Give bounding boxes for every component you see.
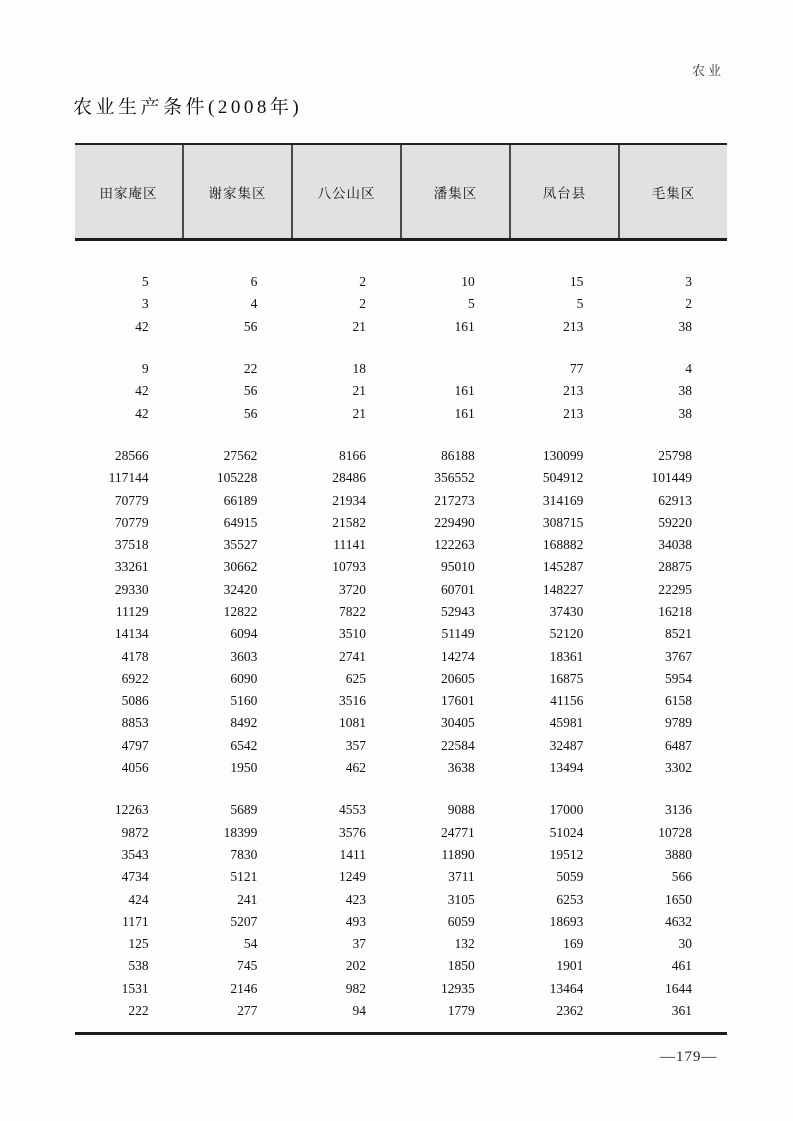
- table-cell: 24771: [440, 824, 475, 840]
- table-cell: 21934: [332, 492, 367, 508]
- table-cell: 14134: [114, 626, 149, 642]
- table-row: [75, 955, 727, 977]
- table-cell: 17000: [549, 802, 584, 818]
- table-cell: 566: [671, 869, 693, 885]
- table-row: [75, 601, 727, 623]
- table-row: [75, 978, 727, 1000]
- table-cell: 461: [671, 958, 693, 974]
- table-cell: 32487: [549, 737, 584, 753]
- table-cell: 32420: [223, 581, 258, 597]
- table-row: [75, 888, 727, 910]
- table-cell: 6542: [230, 737, 258, 753]
- table-cell: 54: [243, 936, 258, 952]
- table-cell: 6: [250, 274, 258, 290]
- table-cell: 3105: [447, 891, 475, 907]
- table-cell: 66189: [223, 492, 258, 508]
- table-cell: 504912: [542, 470, 584, 486]
- row-group: [75, 358, 727, 425]
- table-cell: 8521: [665, 626, 693, 642]
- table-row: [75, 293, 727, 315]
- table-cell: 213: [563, 383, 584, 399]
- table-cell: 38: [678, 383, 693, 399]
- table-cell: 30405: [440, 715, 475, 731]
- table-cell: 5954: [665, 670, 693, 686]
- table-cell: 1411: [339, 846, 367, 862]
- table-cell: 94: [352, 1003, 367, 1019]
- table-cell: 1644: [665, 980, 693, 996]
- table-row: [75, 735, 727, 757]
- table-cell: 3603: [230, 648, 258, 664]
- table-cell: 59220: [658, 514, 693, 530]
- table-cell: 8166: [339, 447, 367, 463]
- table-cell: 3880: [665, 846, 693, 862]
- table-row: [75, 489, 727, 511]
- table-header-row: [75, 143, 727, 241]
- table-cell: 5689: [230, 802, 258, 818]
- row-group: [75, 271, 727, 338]
- table-cell: 101449: [651, 470, 693, 486]
- table-cell: 41156: [550, 693, 584, 709]
- table-cell: 229490: [434, 514, 475, 530]
- table-cell: 2362: [556, 1003, 584, 1019]
- table-cell: 169: [563, 936, 584, 952]
- table-cell: 132: [454, 936, 475, 952]
- table-cell: 51149: [441, 626, 475, 642]
- table-cell: 86188: [440, 447, 475, 463]
- table-cell: 29330: [114, 581, 149, 597]
- section-corner-label: 农业: [692, 63, 725, 78]
- table-cell: 28486: [332, 470, 367, 486]
- table-cell: 105228: [216, 470, 258, 486]
- table-cell: 161: [454, 318, 475, 334]
- table-cell: 28875: [658, 559, 693, 575]
- table-row: [75, 380, 727, 402]
- table-cell: 125: [128, 936, 149, 952]
- table-row: [75, 316, 727, 338]
- table-cell: 52943: [440, 604, 475, 619]
- table-cell: 22295: [658, 581, 693, 597]
- table-row: [75, 445, 727, 467]
- table-cell: 10793: [332, 559, 367, 575]
- table-row: [75, 712, 727, 734]
- table-cell: 3516: [339, 693, 367, 709]
- table-cell: 18693: [549, 913, 584, 929]
- table-cell: 2: [359, 296, 367, 312]
- table-cell: 9789: [665, 715, 693, 731]
- table-cell: 77: [569, 361, 584, 377]
- table-cell: 5: [467, 296, 475, 312]
- table-cell: 3543: [121, 846, 149, 862]
- table-cell: 21: [352, 318, 367, 334]
- table-cell: 52120: [549, 626, 584, 642]
- table-cell: 168882: [542, 537, 584, 553]
- table-cell: 2: [685, 296, 693, 312]
- table-cell: 308715: [542, 514, 584, 530]
- table-cell: 5207: [230, 913, 258, 929]
- table-row: [75, 271, 727, 293]
- table-cell: 25798: [658, 447, 693, 463]
- table-cell: 9872: [121, 824, 149, 840]
- table-cell: 8853: [121, 715, 149, 731]
- table-row: [75, 402, 727, 424]
- table-cell: 38: [678, 405, 693, 421]
- table-cell: 10: [461, 274, 475, 290]
- table-cell: 3: [685, 274, 693, 290]
- table-cell: 462: [345, 760, 367, 776]
- table-row: [75, 1000, 727, 1022]
- table-cell: 161: [454, 383, 475, 399]
- table-cell: 20605: [440, 670, 475, 686]
- table-cell: 5086: [121, 693, 149, 709]
- table-cell: 217273: [434, 492, 475, 508]
- table-row: [75, 757, 727, 779]
- page-title: 农业生产条件(2008年): [73, 97, 303, 118]
- table-body: [75, 241, 727, 1035]
- table-row: [75, 911, 727, 933]
- table-cell: 9: [141, 361, 149, 377]
- table-row: [75, 556, 727, 578]
- table-row: [75, 579, 727, 601]
- table-cell: 130099: [542, 447, 584, 463]
- table-cell: 4056: [121, 760, 149, 776]
- table-cell: 7830: [230, 846, 258, 862]
- table-cell: 56: [243, 383, 258, 399]
- table-cell: 357: [345, 737, 367, 753]
- table-cell: 4553: [339, 802, 367, 818]
- table-cell: 13464: [549, 980, 584, 996]
- table-cell: 56: [243, 405, 258, 421]
- table-cell: 3638: [447, 760, 475, 776]
- table-cell: 145287: [542, 559, 584, 575]
- table-cell: 423: [345, 891, 367, 907]
- table-cell: 70779: [114, 492, 149, 508]
- table-cell: 37430: [549, 604, 584, 619]
- table-cell: 27562: [223, 447, 258, 463]
- table-cell: 21: [352, 383, 367, 399]
- table-cell: 8492: [230, 715, 258, 731]
- table-cell: 21: [352, 405, 367, 421]
- row-group: [75, 799, 727, 1022]
- table-cell: 9088: [447, 802, 475, 818]
- table-cell: 6253: [556, 891, 584, 907]
- table-cell: 4734: [121, 869, 149, 885]
- table-cell: 28566: [114, 447, 149, 463]
- table-cell: 117144: [108, 470, 149, 486]
- table-cell: 538: [128, 958, 149, 974]
- column-header: 八公山区: [291, 145, 400, 238]
- table-cell: 982: [345, 980, 367, 996]
- table-cell: 361: [671, 1003, 693, 1019]
- table-cell: 62913: [658, 492, 693, 508]
- table-cell: 12935: [440, 980, 475, 996]
- table-cell: 6059: [447, 913, 475, 929]
- table-cell: 213: [563, 405, 584, 421]
- table-cell: 314169: [542, 492, 584, 508]
- page-number: —179—: [660, 1049, 718, 1065]
- table-cell: 202: [345, 958, 367, 974]
- table-cell: 3510: [339, 626, 367, 642]
- table-cell: 3136: [665, 802, 693, 818]
- table-row: [75, 690, 727, 712]
- table-row: [75, 512, 727, 534]
- table-cell: 56: [243, 318, 258, 334]
- table-cell: 3711: [448, 869, 475, 885]
- table-row: [75, 866, 727, 888]
- table-cell: 17601: [440, 693, 475, 709]
- table-row: [75, 467, 727, 489]
- table-cell: 5059: [556, 869, 584, 885]
- table-cell: 35527: [223, 537, 258, 553]
- table-cell: 15: [569, 274, 584, 290]
- table-row: [75, 933, 727, 955]
- table-cell: 18361: [549, 648, 584, 664]
- table-row: [75, 668, 727, 690]
- table-row: [75, 358, 727, 380]
- table-cell: 161: [454, 405, 475, 421]
- table-cell: 16218: [658, 604, 693, 619]
- table-cell: 70779: [114, 514, 149, 530]
- table-cell: 34038: [658, 537, 693, 553]
- table-cell: 12822: [223, 604, 258, 619]
- table-row: [75, 623, 727, 645]
- table-cell: 51024: [549, 824, 584, 840]
- table-cell: 13494: [549, 760, 584, 776]
- table-cell: 95010: [440, 559, 475, 575]
- table-cell: 2741: [339, 648, 367, 664]
- table-cell: 42: [135, 405, 149, 421]
- table-cell: 6158: [665, 693, 693, 709]
- table-cell: 11141: [333, 537, 367, 553]
- table-cell: 60701: [440, 581, 475, 597]
- column-header: 田家庵区: [99, 185, 158, 201]
- table-cell: 3767: [665, 648, 693, 664]
- table-cell: 18399: [223, 824, 258, 840]
- table-cell: 14274: [440, 648, 475, 664]
- table-cell: 222: [128, 1003, 149, 1019]
- table-cell: 5121: [230, 869, 258, 885]
- table-cell: 42: [135, 318, 149, 334]
- table-cell: 18: [352, 361, 367, 377]
- table-cell: 241: [237, 891, 258, 907]
- table-cell: 7822: [339, 604, 367, 619]
- table-cell: 6487: [665, 737, 693, 753]
- table-cell: 3720: [339, 581, 367, 597]
- table-cell: 148227: [542, 581, 584, 597]
- table-cell: 30: [678, 936, 693, 952]
- table-cell: 1249: [339, 869, 367, 885]
- table-cell: 1901: [556, 958, 584, 974]
- table-cell: 1171: [122, 913, 149, 929]
- table-cell: 4: [685, 361, 693, 377]
- table-cell: 22584: [440, 737, 475, 753]
- table-cell: 45981: [549, 715, 584, 731]
- table-cell: 1850: [447, 958, 475, 974]
- table-cell: 424: [128, 891, 149, 907]
- table-cell: 356552: [434, 470, 475, 486]
- table-cell: 10728: [658, 824, 693, 840]
- table-cell: 6094: [230, 626, 258, 642]
- table-cell: 22: [243, 361, 258, 377]
- table-cell: 1950: [230, 760, 258, 776]
- column-header: 毛集区: [618, 145, 727, 238]
- table-cell: 1779: [447, 1003, 475, 1019]
- table-cell: 30662: [223, 559, 258, 575]
- statistics-table: [75, 143, 727, 1035]
- table-cell: 3302: [665, 760, 693, 776]
- table-cell: 3: [141, 296, 149, 312]
- table-cell: 16875: [549, 670, 584, 686]
- table-cell: 6090: [230, 670, 258, 686]
- table-cell: 6922: [121, 670, 149, 686]
- table-cell: 64915: [223, 514, 258, 530]
- table-cell: 1531: [121, 980, 149, 996]
- table-row: [75, 645, 727, 667]
- table-cell: 122263: [434, 537, 475, 553]
- table-cell: 2146: [230, 980, 258, 996]
- table-cell: 1650: [665, 891, 693, 907]
- table-cell: 4178: [121, 648, 149, 664]
- column-header: 潘集区: [400, 145, 509, 238]
- table-cell: 21582: [332, 514, 367, 530]
- table-cell: 493: [345, 913, 367, 929]
- table-cell: 5: [141, 274, 149, 290]
- table-row: [75, 799, 727, 821]
- table-cell: 277: [237, 1003, 258, 1019]
- table-cell: 3576: [339, 824, 367, 840]
- table-cell: 12263: [114, 802, 149, 818]
- table-cell: 11890: [441, 846, 475, 862]
- table-cell: 5: [576, 296, 584, 312]
- table-row: [75, 822, 727, 844]
- table-cell: 37518: [114, 537, 149, 553]
- table-row: [75, 844, 727, 866]
- table-cell: 625: [345, 670, 367, 686]
- table-cell: 4: [250, 296, 258, 312]
- column-header: 凤台县: [509, 145, 618, 238]
- table-cell: 19512: [549, 846, 584, 862]
- table-cell: 2: [359, 274, 367, 290]
- table-cell: 213: [563, 318, 584, 334]
- table-cell: 4797: [121, 737, 149, 753]
- table-cell: 745: [237, 958, 258, 974]
- table-row: [75, 534, 727, 556]
- table-cell: 11129: [115, 604, 149, 619]
- row-group: [75, 445, 727, 779]
- table-cell: 4632: [665, 913, 693, 929]
- column-header: 谢家集区: [182, 145, 291, 238]
- table-cell: 37: [352, 936, 367, 952]
- table-cell: 5160: [230, 693, 258, 709]
- table-cell: 38: [678, 318, 693, 334]
- table-cell: 1081: [339, 715, 367, 731]
- table-cell: 33261: [114, 559, 149, 575]
- table-cell: 42: [135, 383, 149, 399]
